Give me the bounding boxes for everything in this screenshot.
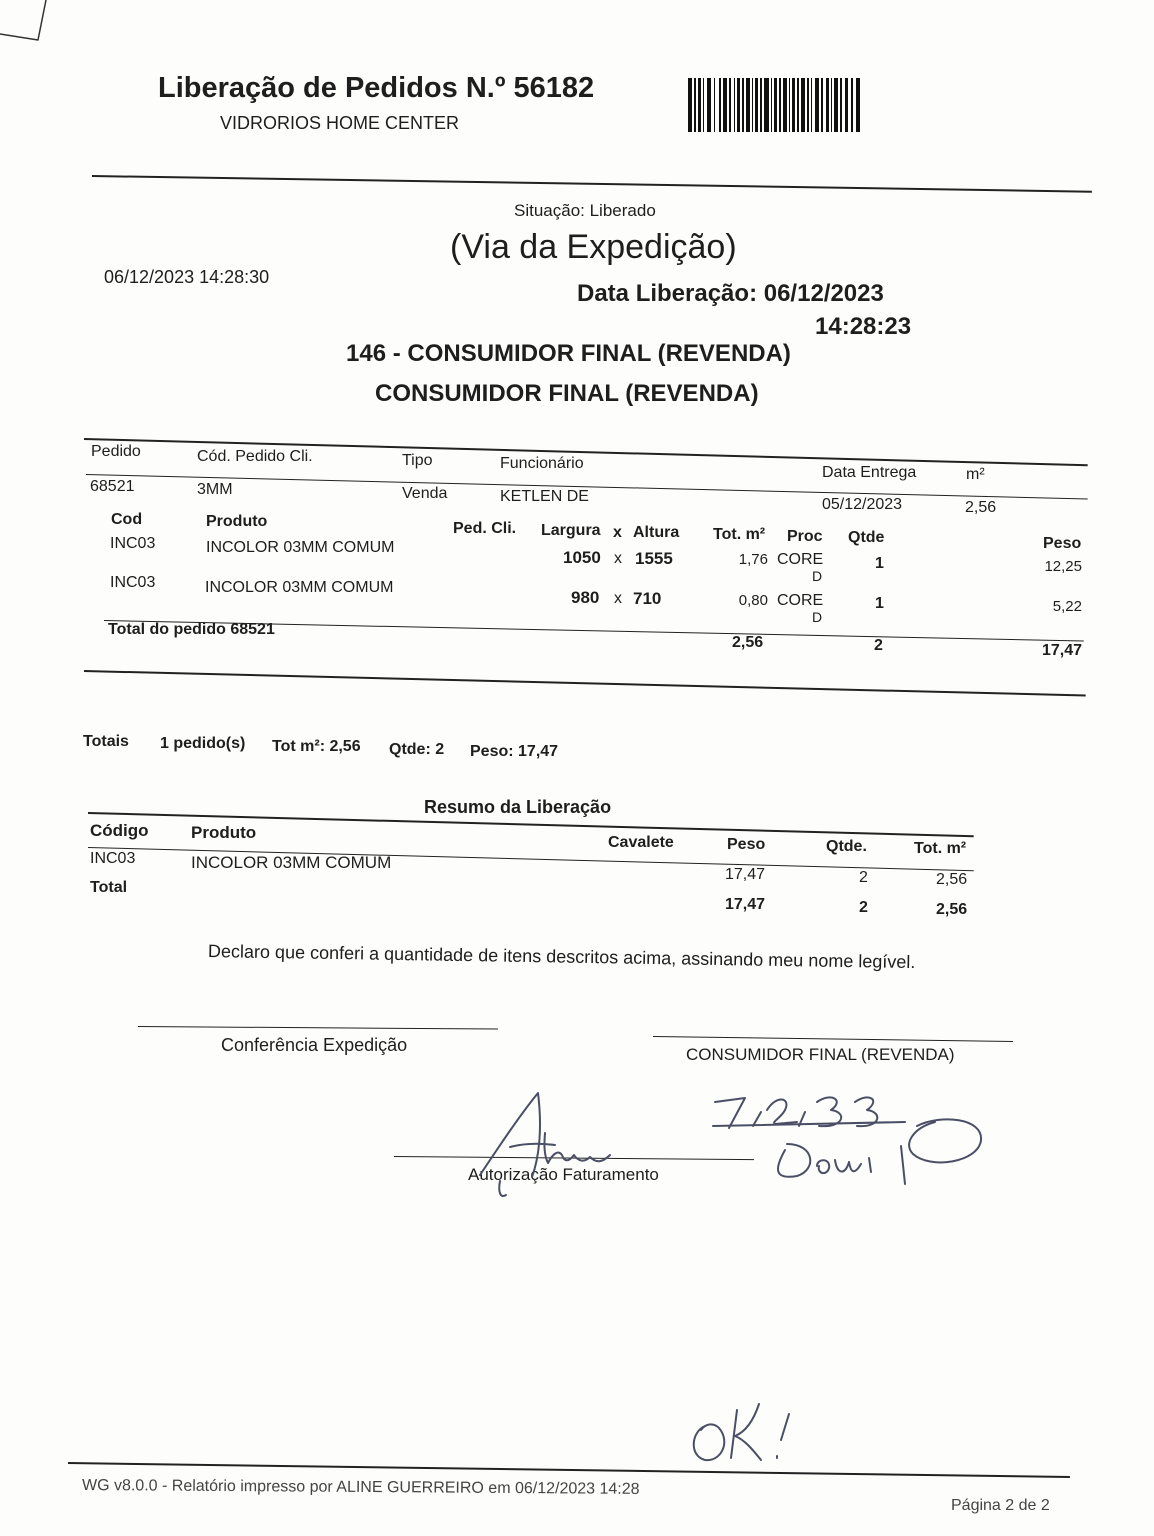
scan-corner-mark [0, 0, 60, 50]
order-total-m2: 2,56 [732, 634, 764, 651]
item-1-proc-continued: D [812, 568, 823, 584]
item-2-cod: INC03 [110, 574, 156, 591]
footer-line [68, 1462, 1070, 1478]
col-label-cod-pedido-cli: Cód. Pedido Cli. [197, 448, 313, 465]
item-1-qtde: 1 [875, 555, 884, 572]
order-total-peso: 17,47 [1041, 642, 1082, 659]
items-col-largura: Largura [541, 522, 601, 539]
summary-total-label: Total [90, 879, 128, 896]
totals-qtde: Qtde: 2 [389, 741, 445, 758]
customer-order-code: 3MM [197, 481, 233, 498]
declaration-text: Declaro que conferi a quantidade de itens descritos acima, assinando meu nome legível. [207, 941, 916, 973]
summary-row-codigo: INC03 [90, 850, 136, 867]
item-1-altura: 1555 [635, 549, 673, 568]
order-m2: 2,56 [965, 499, 997, 516]
summary-total-qtde: 2 [859, 899, 868, 916]
items-col-produto: Produto [206, 513, 268, 530]
col-label-m2: m² [966, 466, 985, 483]
signature-label-autorizacao: Autorização Faturamento [468, 1165, 659, 1184]
order-total-qtde: 2 [874, 637, 883, 654]
header-divider [92, 175, 1092, 193]
customer-name: CONSUMIDOR FINAL (REVENDA) [375, 380, 759, 407]
items-col-tot-m2: Tot. m² [713, 526, 766, 543]
handwritten-date [705, 1088, 995, 1193]
summary-total-peso: 17,47 [725, 896, 766, 913]
item-1-peso: 12,25 [1044, 558, 1082, 575]
page-number: Página 2 de 2 [951, 1497, 1050, 1514]
item-1-proc: CORE [777, 551, 824, 568]
items-col-altura: Altura [633, 524, 680, 541]
totals-peso: Peso: 17,47 [470, 743, 559, 760]
totals-m2: Tot m²: 2,56 [272, 738, 361, 755]
order-employee: KETLEN DE [500, 488, 589, 505]
item-2-qtde: 1 [875, 595, 884, 612]
summary-col-tot-m2: Tot. m² [914, 840, 967, 857]
totals-orders: 1 pedido(s) [160, 735, 246, 752]
items-col-ped-cli: Ped. Cli. [453, 520, 517, 537]
footer-printed-by: WG v8.0.0 - Relatório impresso por ALINE GUERREIRO em 06/12/2023 14:28 [81, 1477, 640, 1498]
item-2-tot-m2: 0,80 [738, 592, 768, 609]
signature-line-cliente [653, 1036, 1013, 1042]
col-label-data-entrega: Data Entrega [822, 464, 917, 481]
release-date: Data Liberação: 06/12/2023 [577, 280, 884, 307]
item-2-proc-continued: D [812, 609, 823, 625]
item-2-produto: INCOLOR 03MM COMUM [205, 579, 394, 596]
summary-title: Resumo da Liberação [424, 797, 612, 817]
items-col-proc: Proc [787, 528, 823, 545]
summary-row-qtde: 2 [859, 869, 868, 886]
signature-line-conferencia [138, 1026, 498, 1030]
summary-col-produto: Produto [191, 823, 257, 842]
item-1-x: x [614, 550, 622, 567]
summary-col-cavalete: Cavalete [608, 834, 674, 851]
totals-label: Totais [83, 733, 129, 750]
item-2-peso: 5,22 [1052, 598, 1082, 615]
summary-col-codigo: Código [90, 821, 149, 840]
item-1-produto: INCOLOR 03MM COMUM [206, 539, 395, 556]
item-2-largura: 980 [571, 588, 600, 607]
items-col-peso: Peso [1043, 535, 1082, 552]
item-1-cod: INC03 [110, 535, 156, 552]
delivery-date: 05/12/2023 [822, 496, 903, 513]
handwritten-signature-aline [470, 1085, 640, 1205]
order-table-bottom-line [84, 670, 1086, 696]
item-1-largura: 1050 [563, 548, 601, 567]
item-2-x: x [614, 590, 622, 607]
summary-total-tot-m2: 2,56 [936, 901, 968, 918]
copy-designation: (Via da Expedição) [450, 228, 737, 266]
item-1-tot-m2: 1,76 [738, 551, 768, 568]
handwritten-ok [683, 1396, 803, 1471]
order-total-label: Total do pedido 68521 [108, 621, 275, 638]
item-2-altura: 710 [633, 589, 662, 608]
company-name: VIDRORIOS HOME CENTER [220, 113, 460, 133]
summary-row-peso: 17,47 [725, 866, 766, 883]
summary-col-peso: Peso [727, 836, 766, 853]
signature-label-cliente: CONSUMIDOR FINAL (REVENDA) [686, 1045, 955, 1064]
col-label-funcionario: Funcionário [500, 455, 584, 472]
summary-row-tot-m2: 2,56 [936, 871, 968, 888]
release-time: 14:28:23 [815, 313, 912, 340]
barcode [688, 78, 864, 132]
summary-row-produto: INCOLOR 03MM COMUM [191, 853, 392, 872]
order-type: Venda [402, 485, 448, 502]
col-label-pedido: Pedido [91, 443, 141, 460]
items-col-qtde: Qtde [848, 529, 885, 546]
items-col-x: x [613, 524, 622, 541]
order-number: 68521 [90, 478, 135, 495]
signature-label-conferencia: Conferência Expedição [221, 1035, 408, 1055]
items-col-cod: Cod [111, 511, 143, 528]
col-label-tipo: Tipo [402, 452, 433, 469]
customer-code-name: 146 - CONSUMIDOR FINAL (REVENDA) [346, 340, 791, 367]
document-title: Liberação de Pedidos N.º 56182 [158, 72, 595, 104]
summary-col-qtde: Qtde. [826, 838, 867, 855]
print-datetime: 06/12/2023 14:28:30 [104, 267, 270, 287]
item-2-proc: CORE [777, 592, 824, 609]
order-status: Situação: Liberado [514, 201, 656, 220]
